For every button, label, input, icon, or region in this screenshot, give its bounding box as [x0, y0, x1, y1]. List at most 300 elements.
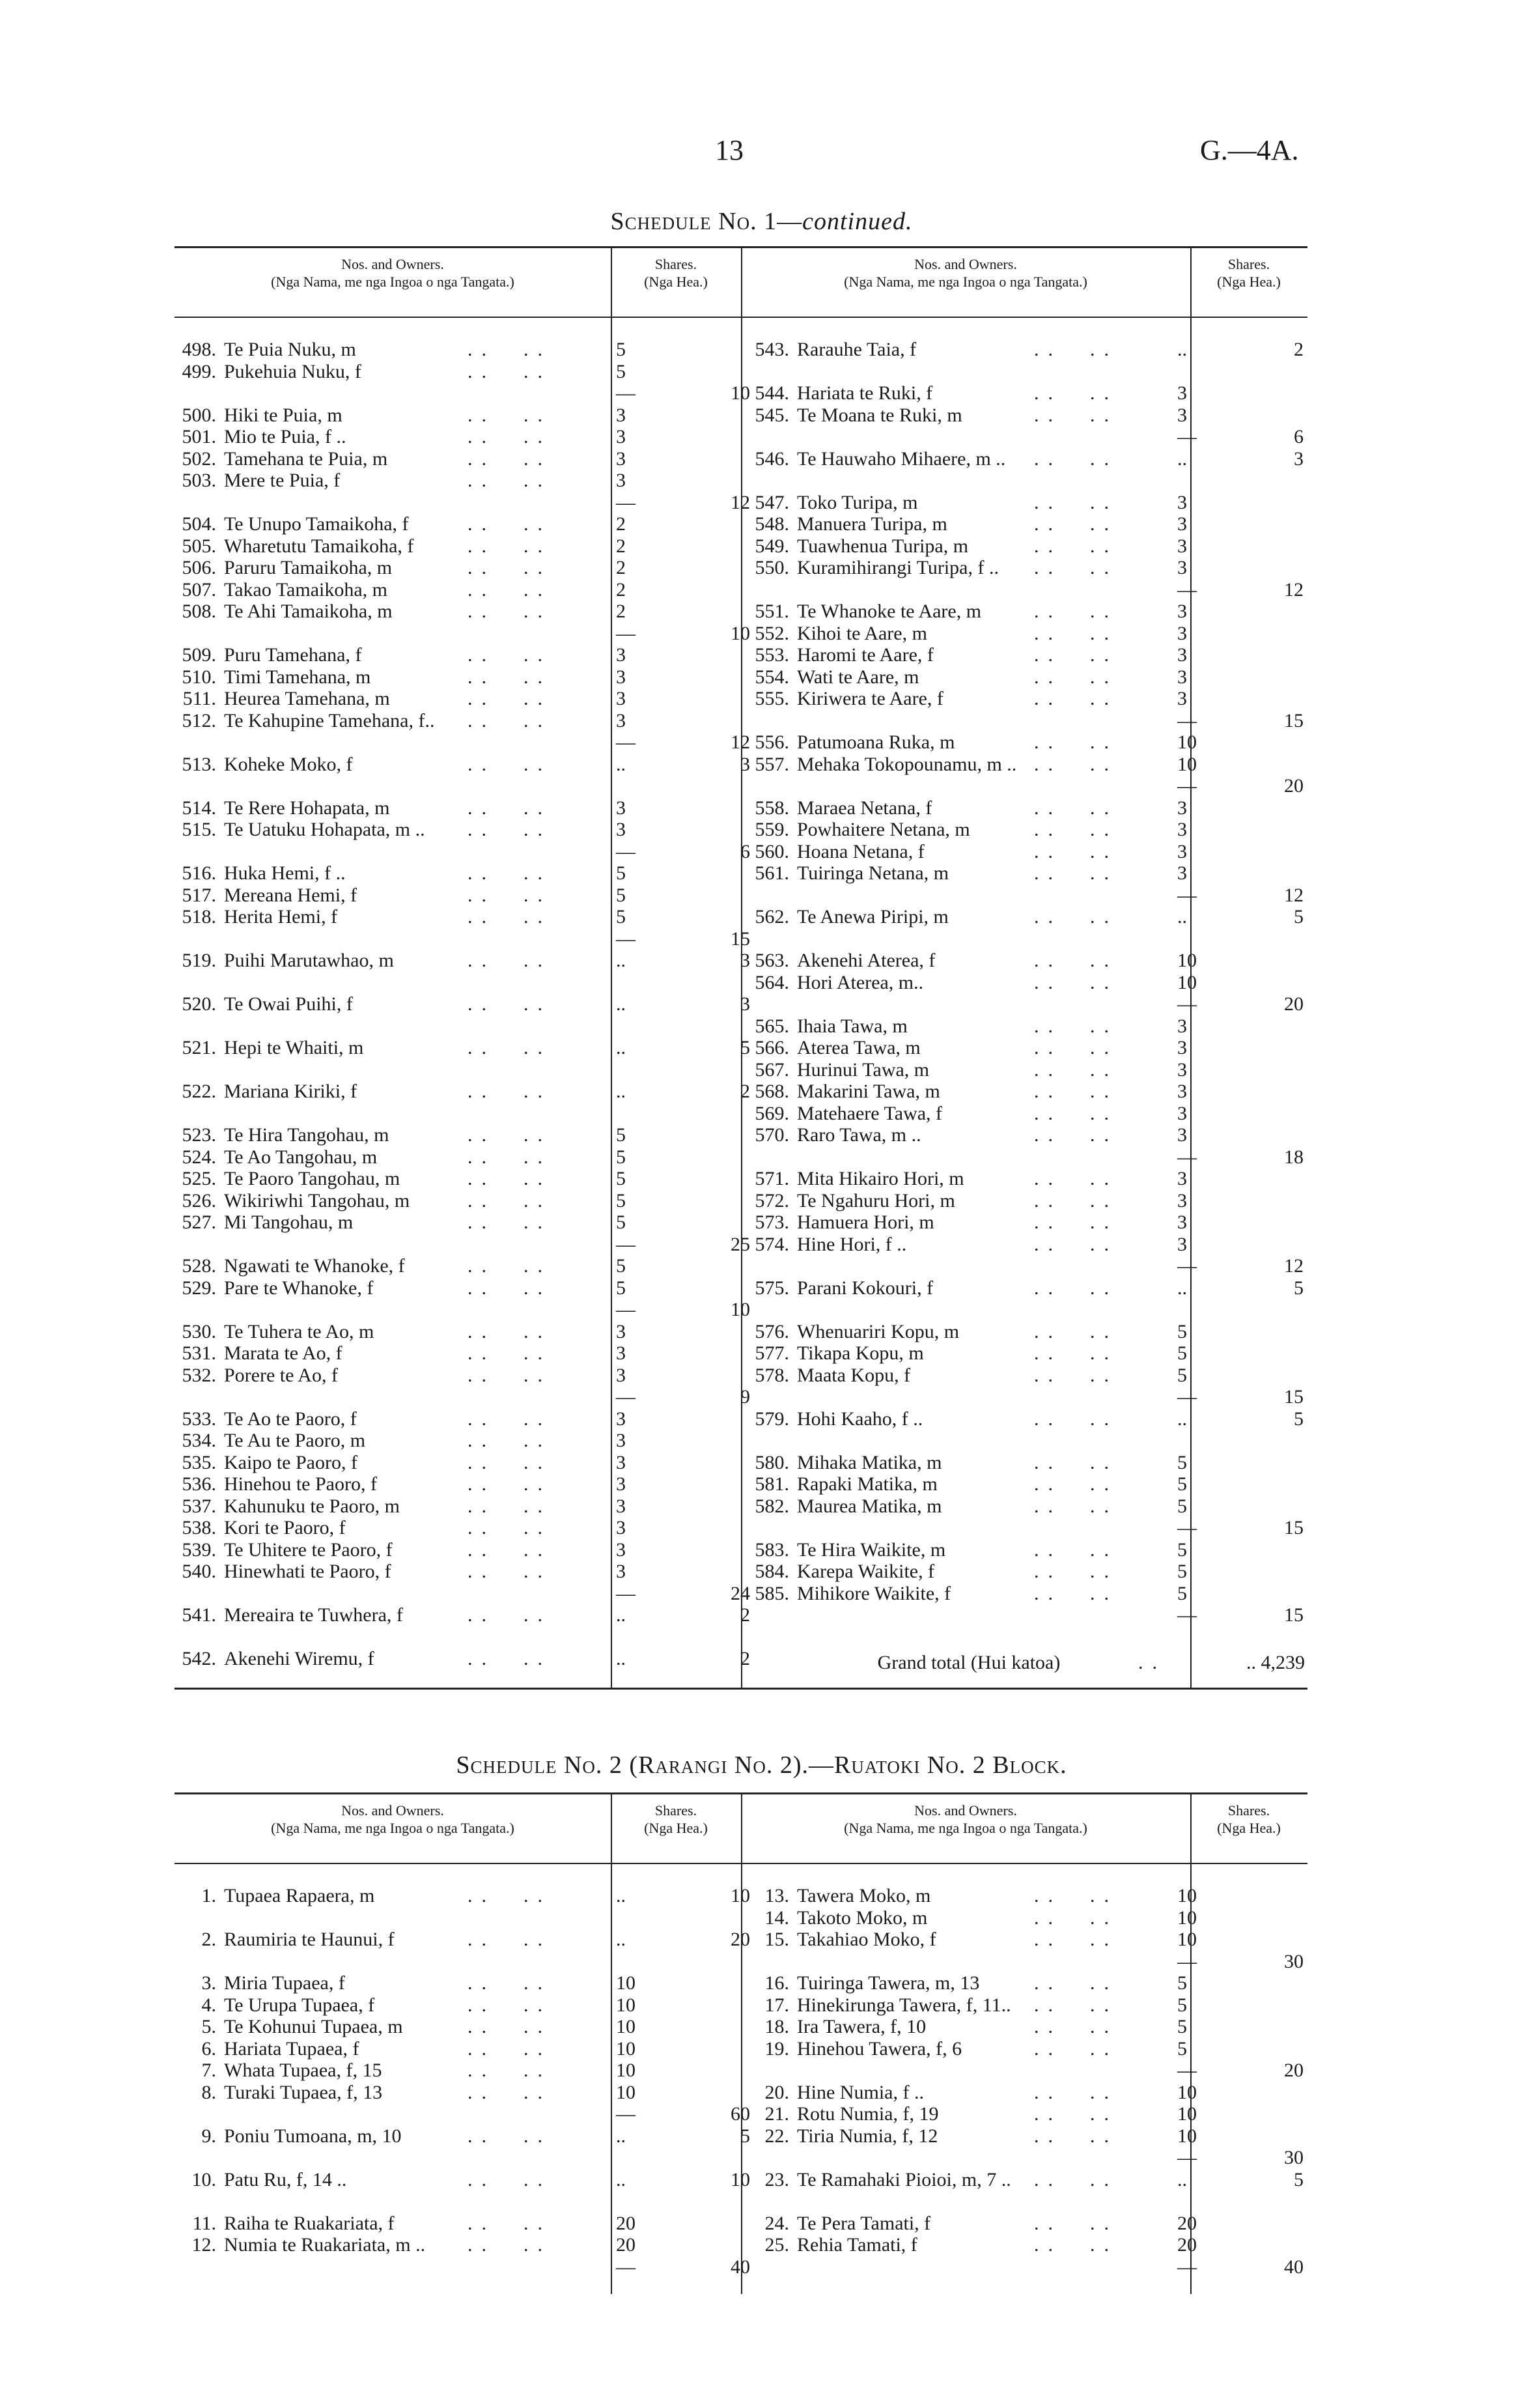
share-subtotal: 5 — [740, 2125, 750, 2147]
leader-dots: .. .. — [468, 1517, 552, 1538]
leader-dots: .. — [1138, 1652, 1166, 1673]
share-value: 3 — [1177, 1233, 1187, 1255]
table-row — [748, 710, 1307, 732]
share-subtotal: 3 — [740, 950, 750, 971]
share-value: 5 — [616, 1146, 626, 1168]
share-subtotal: 3 — [740, 993, 750, 1015]
owner-name: Mariana Kiriki, f — [224, 1081, 357, 1102]
table-row — [175, 2234, 741, 2256]
leader-dots: .. .. — [1034, 1058, 1118, 1081]
owner-name: Tuiringa Tawera, m, 13 — [797, 1972, 980, 1994]
share-value: 3 — [1177, 840, 1187, 862]
share-value: 3 — [1177, 535, 1187, 557]
leader-dots: .. .. — [1034, 2125, 1118, 2147]
owner-name: Hurinui Tawa, m — [797, 1058, 930, 1081]
table-row — [175, 2147, 741, 2169]
owner-name: Karepa Waikite, f — [797, 1561, 935, 1582]
share-value: 3 — [616, 666, 626, 688]
share-value: 3 — [616, 404, 626, 426]
table-row — [175, 2082, 741, 2104]
leader-dots: .. .. — [1034, 1037, 1118, 1058]
share-subtotal: 12 — [731, 731, 750, 753]
table-row — [175, 1408, 741, 1430]
owner-number: 537. — [182, 1495, 216, 1517]
owner-number: 568. — [755, 1081, 789, 1102]
share-value: 10 — [1177, 2081, 1197, 2103]
owner-number: 534. — [182, 1430, 216, 1451]
owners-header-line-2: (Nga Nama, me nga Ingoa o nga Tangata.) — [271, 274, 514, 290]
table-row — [175, 1365, 741, 1387]
share-value: 2 — [616, 578, 626, 601]
owner-name: Heurea Tamehana, m — [224, 688, 390, 709]
share-value: .. — [616, 1929, 626, 1950]
table-row — [175, 1190, 741, 1212]
owner-number: 22. — [764, 2125, 789, 2147]
owner-name: Te Tuhera te Ao, m — [224, 1320, 374, 1342]
owner-number: 17. — [764, 1994, 789, 2016]
table-row — [175, 382, 750, 404]
leader-dots: .. .. — [1034, 1081, 1118, 1102]
table-row — [748, 2169, 1307, 2191]
owner-name: Hine Hori, f .. — [797, 1233, 907, 1255]
table-row — [175, 1211, 741, 1234]
owner-name: Herita Hemi, f — [224, 906, 338, 928]
share-subtotal: 30 — [1284, 2147, 1304, 2168]
owner-name: Mereana Hemi, f — [224, 884, 357, 906]
owners-header-line-1: Nos. and Owners. — [914, 256, 1017, 272]
owner-number: 543. — [755, 339, 789, 360]
table-row — [175, 2103, 750, 2125]
owner-name: Te Owai Puihi, f — [224, 993, 353, 1015]
leader-dots: .. .. — [468, 1648, 552, 1669]
share-value: .. — [616, 2125, 626, 2147]
document-reference: G.—4A. — [1200, 134, 1299, 166]
owner-number: 572. — [755, 1189, 789, 1211]
share-value: 5 — [1177, 1994, 1187, 2016]
owner-name: Hinehou Tawera, f, 6 — [797, 2037, 962, 2060]
owner-number: 536. — [182, 1473, 216, 1495]
share-value: 5 — [616, 1277, 626, 1299]
table-row — [748, 972, 1307, 994]
leader-dots: .. .. — [1034, 1277, 1118, 1299]
table-row — [175, 1452, 741, 1474]
table-row — [175, 1994, 741, 2017]
share-value: 10 — [616, 1972, 636, 1994]
owner-name: Powhaitere Netana, m — [797, 819, 970, 840]
share-value: 3 — [1177, 666, 1187, 688]
owner-name: Te Ao te Paoro, f — [224, 1408, 357, 1430]
table-row — [175, 797, 741, 819]
share-subtotal: 5 — [740, 1037, 750, 1058]
share-value: .. — [1177, 1408, 1187, 1430]
schedule-1-table — [175, 246, 1307, 1689]
leader-dots: .. .. — [1034, 1408, 1118, 1430]
table-row — [748, 492, 1307, 514]
share-value: 3 — [616, 447, 626, 470]
share-value: .. — [616, 1885, 626, 1906]
owner-name: Hinehou te Paoro, f — [224, 1473, 377, 1495]
owner-name: Te Anewa Piripi, m — [797, 906, 949, 928]
owner-number: 502. — [182, 447, 216, 470]
owner-number: 541. — [182, 1604, 216, 1626]
table-row — [748, 2125, 1307, 2147]
leader-dots: .. .. — [468, 404, 552, 426]
table-row — [175, 1430, 741, 1452]
owner-name: Aterea Tawa, m — [797, 1037, 921, 1058]
table-row — [748, 1972, 1307, 1994]
table-row — [175, 1124, 741, 1146]
table-row — [748, 470, 1307, 492]
table-row — [748, 1342, 1307, 1365]
share-subtotal: 40 — [1284, 2256, 1304, 2278]
share-value: 2 — [616, 601, 626, 622]
owner-name: Te Uatuku Hohapata, m .. — [224, 819, 425, 840]
share-value: 3 — [1177, 819, 1187, 840]
table-row — [748, 1539, 1307, 1561]
owner-number: 554. — [755, 666, 789, 688]
leader-dots: .. .. — [1034, 2234, 1118, 2256]
leader-dots: .. .. — [1034, 1972, 1118, 1994]
owner-name: Raro Tawa, m .. — [797, 1124, 921, 1146]
table-row — [748, 1234, 1307, 1256]
table-row — [175, 2190, 741, 2213]
table-row — [175, 1582, 750, 1605]
shares-header-line-2: (Nga Hea.) — [1217, 1820, 1281, 1836]
owner-number: 504. — [182, 513, 216, 535]
owner-name: Tikapa Kopu, m — [797, 1342, 924, 1364]
owner-name: Tupaea Rapaera, m — [224, 1885, 375, 1906]
share-value: — — [1177, 1604, 1197, 1626]
owner-name: Pare te Whanoke, f — [224, 1277, 374, 1299]
share-value: .. — [616, 753, 626, 775]
leader-dots: .. .. — [1034, 2103, 1118, 2125]
share-value: — — [616, 928, 636, 950]
table-row — [748, 426, 1307, 448]
leader-dots: .. .. — [1034, 2212, 1118, 2234]
owner-name: Paruru Tamaikoha, m — [224, 557, 393, 578]
share-value: 3 — [1177, 1102, 1187, 1124]
owner-number: 5. — [201, 2016, 216, 2037]
owner-number: 21. — [764, 2103, 789, 2125]
table-row — [175, 1037, 750, 1059]
table-row — [748, 2082, 1307, 2104]
share-subtotal: 5 — [1294, 906, 1304, 928]
table-row — [175, 513, 741, 535]
share-value: 3 — [1177, 1081, 1187, 1102]
table-row — [748, 1408, 1307, 1430]
table-row — [175, 1146, 741, 1169]
grand-total-row — [748, 1652, 1307, 1674]
table-row — [175, 1386, 750, 1408]
owner-number: 581. — [755, 1473, 789, 1495]
owner-number: 582. — [755, 1495, 789, 1517]
owner-number: 14. — [764, 1906, 789, 1929]
table-row — [175, 819, 741, 841]
table-row — [748, 1951, 1307, 1973]
share-value: 5 — [1177, 2037, 1187, 2060]
table-row — [748, 2038, 1307, 2060]
owners-header-left — [175, 1802, 611, 1837]
owner-name: Takahiao Moko, f — [797, 1929, 936, 1950]
leader-dots: .. .. — [468, 644, 552, 666]
owner-name: Maata Kopu, f — [797, 1364, 911, 1386]
leader-dots: .. .. — [1034, 1168, 1118, 1189]
share-value: 5 — [616, 1189, 626, 1211]
table-row — [175, 1604, 750, 1626]
share-value: 5 — [1177, 1495, 1187, 1517]
table-row — [748, 2016, 1307, 2038]
leader-dots: .. .. — [468, 1211, 552, 1233]
share-value: 10 — [616, 2037, 636, 2060]
share-value: — — [1177, 2256, 1197, 2278]
owner-number: 12. — [191, 2234, 216, 2256]
share-value: 3 — [1177, 404, 1187, 426]
table-row — [748, 2060, 1307, 2082]
owner-name: Ira Tawera, f, 10 — [797, 2016, 927, 2037]
share-value: .. — [616, 993, 626, 1015]
leader-dots: .. .. — [468, 1320, 552, 1342]
owner-name: Tamehana te Puia, m — [224, 447, 388, 470]
owner-number: 527. — [182, 1211, 216, 1233]
owner-name: Tuiringa Netana, m — [797, 862, 949, 884]
table-row — [748, 2213, 1307, 2235]
owner-number: 576. — [755, 1320, 789, 1342]
leader-dots: .. .. — [1034, 1102, 1118, 1124]
share-value: — — [616, 2256, 636, 2278]
leader-dots: .. .. — [1034, 491, 1118, 513]
leader-dots: .. .. — [468, 1342, 552, 1364]
share-value: 20 — [616, 2212, 636, 2234]
share-value: 3 — [1177, 1189, 1187, 1211]
share-value: 5 — [616, 1255, 626, 1277]
table-row — [175, 731, 750, 754]
table-row — [748, 797, 1307, 819]
share-subtotal: 40 — [731, 2256, 750, 2278]
owner-name: Rapaki Matika, m — [797, 1473, 938, 1495]
share-subtotal: 10 — [731, 622, 750, 644]
table-row — [748, 1146, 1307, 1169]
share-value: — — [1177, 2147, 1197, 2168]
owner-number: 564. — [755, 971, 789, 993]
table-row — [748, 775, 1307, 797]
share-value: 10 — [616, 2060, 636, 2081]
share-value: — — [1177, 775, 1197, 797]
column-rule — [741, 1792, 742, 2294]
leader-dots: .. .. — [468, 1146, 552, 1168]
table-row — [175, 622, 750, 645]
owner-name: Whenuariri Kopu, m — [797, 1320, 960, 1342]
owner-name: Kaipo te Paoro, f — [224, 1451, 357, 1473]
owner-name: Maurea Matika, m — [797, 1495, 942, 1517]
owner-name: Hohi Kaaho, f .. — [797, 1408, 923, 1430]
schedule-1-title — [0, 207, 1523, 236]
share-subtotal: 15 — [731, 928, 750, 950]
owner-number: 560. — [755, 840, 789, 862]
table-row — [175, 2060, 741, 2082]
table-row — [748, 1583, 1307, 1605]
owners-header-right — [741, 1802, 1190, 1837]
leader-dots: .. .. — [468, 2016, 552, 2037]
owner-number: 511. — [182, 688, 216, 709]
owner-number: 526. — [182, 1189, 216, 1211]
leader-dots: .. .. — [1034, 1473, 1118, 1495]
share-value: 5 — [1177, 1364, 1187, 1386]
owner-number: 561. — [755, 862, 789, 884]
leader-dots: .. .. — [1034, 2037, 1118, 2060]
schedule-1-title-prefix: Schedule No. — [610, 208, 757, 235]
table-row — [175, 448, 741, 470]
owner-name: Kiriwera te Aare, f — [797, 688, 943, 709]
share-value: 3 — [616, 1451, 626, 1473]
owner-name: Puihi Marutawhao, m — [224, 950, 394, 971]
share-value: — — [616, 382, 636, 404]
leader-dots: .. .. — [468, 360, 552, 382]
share-value: 3 — [616, 819, 626, 840]
table-row — [748, 1929, 1307, 1951]
leader-dots: .. .. — [468, 557, 552, 578]
table-row — [175, 928, 750, 950]
owner-name: Koheke Moko, f — [224, 753, 353, 775]
owner-name: Wharetutu Tamaikoha, f — [224, 535, 414, 557]
leader-dots: .. .. — [1034, 1495, 1118, 1517]
share-value: 3 — [1177, 797, 1187, 819]
owner-name: Matehaere Tawa, f — [797, 1102, 943, 1124]
owner-number: 498. — [182, 339, 216, 360]
share-subtotal: 15 — [1284, 1517, 1304, 1538]
owner-number: 500. — [182, 404, 216, 426]
share-value: — — [1177, 709, 1197, 731]
share-value: 10 — [1177, 1906, 1197, 1929]
owner-name: Patumoana Ruka, m — [797, 731, 955, 753]
owner-number: 538. — [182, 1517, 216, 1538]
table-row — [175, 1495, 741, 1518]
owner-number: 525. — [182, 1168, 216, 1189]
table-row — [175, 535, 741, 558]
leader-dots: .. .. — [1034, 1233, 1118, 1255]
table-row — [748, 906, 1307, 928]
leader-dots: .. .. — [1034, 1320, 1118, 1342]
table-row — [748, 819, 1307, 841]
schedule-2-left-column — [175, 1885, 750, 2278]
leader-dots: .. .. — [1034, 688, 1118, 709]
owner-name: Mihaka Matika, m — [797, 1451, 942, 1473]
shares-header-line-1: Shares. — [654, 1802, 697, 1819]
leader-dots: .. .. — [1034, 1342, 1118, 1364]
table-row — [748, 1994, 1307, 2017]
leader-dots: .. .. — [468, 339, 552, 360]
share-value: — — [1177, 1386, 1197, 1408]
table-row — [175, 1907, 741, 1929]
share-value: 10 — [1177, 950, 1197, 971]
leader-dots: .. .. — [468, 2125, 552, 2147]
owner-name: Te Uhitere te Paoro, f — [224, 1538, 393, 1561]
owner-name: Miria Tupaea, f — [224, 1972, 345, 1994]
share-value: — — [616, 2103, 636, 2125]
share-value: — — [1177, 993, 1197, 1015]
share-value: 5 — [1177, 1473, 1187, 1495]
share-subtotal: 10 — [731, 1885, 750, 1906]
leader-dots: .. .. — [1034, 382, 1118, 404]
table-row — [175, 1233, 750, 1256]
table-row — [748, 601, 1307, 623]
leader-dots: .. .. — [1034, 971, 1118, 993]
share-value: 5 — [616, 360, 626, 382]
table-row — [175, 993, 750, 1015]
owner-number: 556. — [755, 731, 789, 753]
leader-dots: .. .. — [1034, 950, 1118, 971]
table-row — [748, 1015, 1307, 1038]
owner-number: 16. — [764, 1972, 789, 1994]
owner-name: Hamuera Hori, m — [797, 1211, 934, 1233]
share-subtotal: 20 — [731, 1929, 750, 1950]
table-row — [748, 448, 1307, 470]
share-value: — — [616, 1582, 636, 1604]
table-row — [175, 775, 741, 797]
share-value: 3 — [616, 1320, 626, 1342]
owner-name: Takao Tamaikoha, m — [224, 578, 388, 601]
share-value: 2 — [616, 535, 626, 557]
leader-dots: .. .. — [1034, 1538, 1118, 1561]
table-row — [175, 1929, 750, 1951]
owner-name: Raumiria te Haunui, f — [224, 1929, 395, 1950]
leader-dots: .. .. — [468, 709, 552, 731]
owner-number: 549. — [755, 535, 789, 557]
share-value: 3 — [1177, 491, 1187, 513]
table-row — [175, 491, 750, 514]
leader-dots: .. .. — [468, 906, 552, 928]
owner-name: Haromi te Aare, f — [797, 644, 934, 666]
share-value: 3 — [1177, 688, 1187, 709]
table-row — [175, 1168, 741, 1190]
owner-number: 505. — [182, 535, 216, 557]
table-row — [175, 470, 741, 492]
page-header — [0, 134, 1523, 173]
owner-number: 547. — [755, 491, 789, 513]
leader-dots: .. .. — [468, 578, 552, 601]
shares-header-line-2: (Nga Hea.) — [644, 1820, 708, 1836]
owner-number: 530. — [182, 1320, 216, 1342]
share-value: .. — [616, 1604, 626, 1626]
shares-header-line-1: Shares. — [1227, 1802, 1270, 1819]
table-row — [748, 623, 1307, 645]
schedule-1-title-suffix: continued. — [802, 208, 913, 235]
owner-number: 546. — [755, 447, 789, 470]
owner-number: 583. — [755, 1538, 789, 1561]
owners-header-line-2: (Nga Nama, me nga Ingoa o nga Tangata.) — [271, 1820, 514, 1836]
owner-number: 515. — [182, 819, 216, 840]
owner-name: Rehia Tamati, f — [797, 2234, 917, 2256]
share-subtotal: 18 — [1284, 1146, 1304, 1168]
owner-name: Mi Tangohau, m — [224, 1211, 354, 1233]
owner-name: Te Paoro Tangohau, m — [224, 1168, 400, 1189]
table-row — [748, 1473, 1307, 1495]
table-row — [748, 361, 1307, 383]
leader-dots: .. .. — [1034, 731, 1118, 753]
table-row — [748, 579, 1307, 601]
table-row — [175, 2213, 741, 2235]
share-value: — — [616, 1386, 636, 1408]
table-row — [748, 1211, 1307, 1234]
table-row — [748, 644, 1307, 666]
share-value: 5 — [616, 1211, 626, 1233]
share-value: 5 — [616, 906, 626, 928]
owner-name: Raiha te Ruakariata, f — [224, 2212, 395, 2234]
table-row — [175, 1342, 741, 1365]
owner-number: 520. — [182, 993, 216, 1015]
grand-total-label: Grand total (Hui katoa) — [877, 1652, 1061, 1673]
leader-dots: .. .. — [1034, 1211, 1118, 1233]
share-value: 5 — [1177, 2016, 1187, 2037]
